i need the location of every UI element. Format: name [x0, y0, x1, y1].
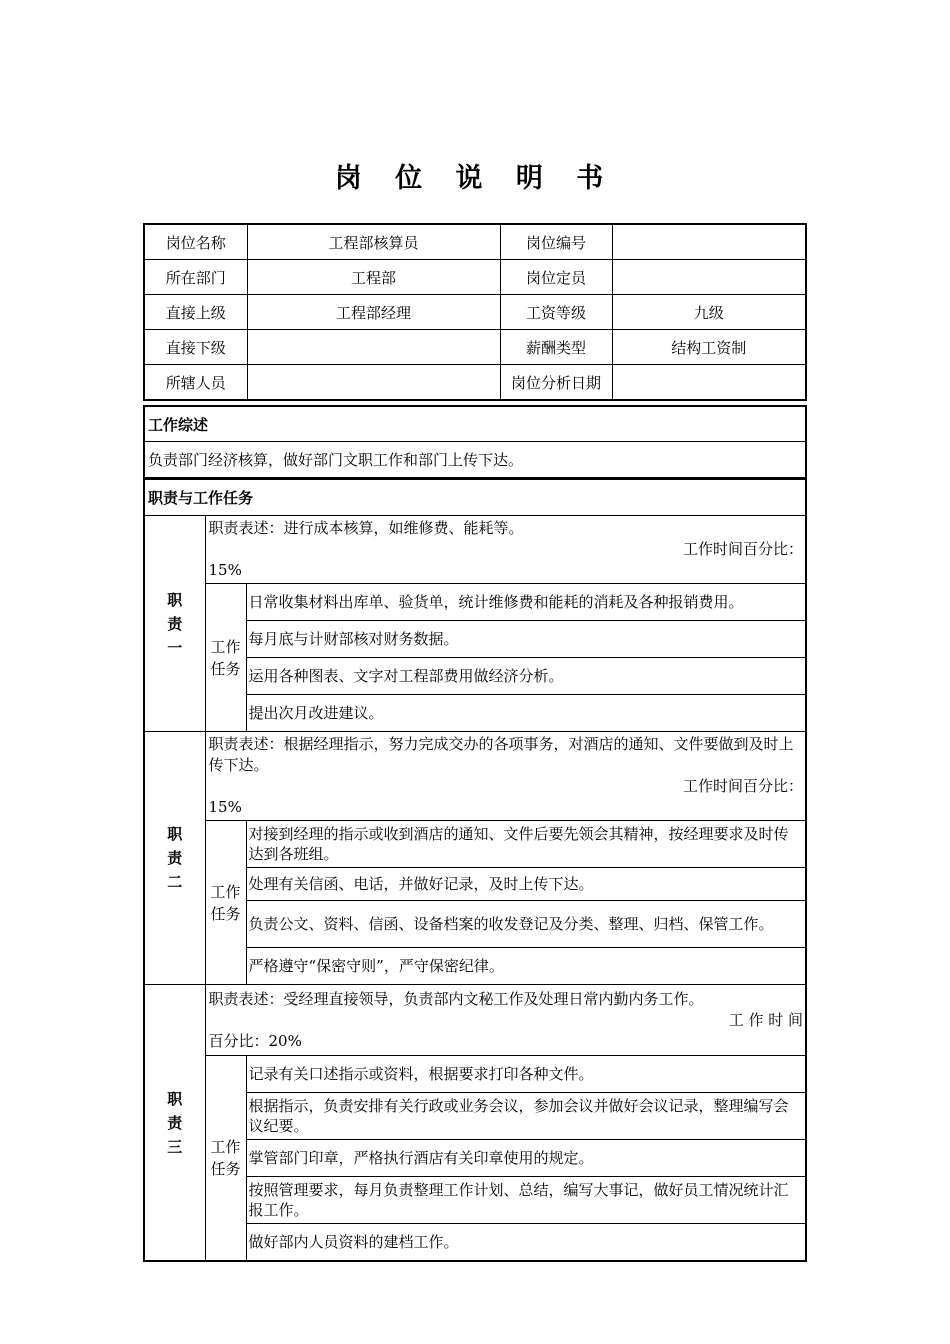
info-value	[612, 365, 806, 401]
work-task-label-line: 任务	[210, 659, 241, 678]
duty-description	[205, 516, 806, 584]
duty-label	[144, 732, 205, 985]
time-percent-label: 工 作 时 间	[728, 1010, 803, 1029]
info-value: 工程部	[247, 260, 500, 295]
info-value	[247, 330, 500, 365]
work-task-label-line: 工作	[210, 882, 241, 901]
duty-label-char: 职	[167, 1089, 183, 1108]
info-label: 岗位编号	[500, 224, 612, 260]
task-item: 每月底与计财部核对财务数据。	[246, 621, 806, 658]
task-item: 做好部内人员资料的建档工作。	[246, 1224, 806, 1262]
duty-label	[144, 516, 205, 732]
info-value: 工程部经理	[247, 295, 500, 330]
task-row	[144, 584, 806, 621]
info-value	[247, 365, 500, 401]
task-item: 处理有关信函、电话，并做好记录，及时上传下达。	[246, 868, 806, 901]
task-item: 运用各种图表、文字对工程部费用做经济分析。	[246, 658, 806, 695]
duty-description-text: 职责表述：进行成本核算，如维修费、能耗等。	[208, 519, 524, 537]
task-item: 记录有关口述指示或资料，根据要求打印各种文件。	[246, 1056, 806, 1093]
time-percent-value: 15%	[208, 798, 242, 816]
info-value	[612, 260, 806, 295]
task-item: 按照管理要求，每月负责整理工作计划、总结，编写大事记，做好员工情况统计汇报工作。	[246, 1177, 806, 1224]
overview-text: 负责部门经济核算，做好部门文职工作和部门上传下达。	[144, 442, 806, 479]
info-label: 岗位定员	[500, 260, 612, 295]
task-item: 对接到经理的指示或收到酒店的通知、文件后要先领会其精神，按经理要求及时传达到各班组。	[246, 821, 806, 868]
info-value: 工程部核算员	[247, 224, 500, 260]
info-value: 九级	[612, 295, 806, 330]
info-value: 结构工资制	[612, 330, 806, 365]
info-row	[144, 260, 806, 295]
info-label: 所辖人员	[144, 365, 247, 401]
task-row	[144, 1056, 806, 1093]
duty-label-char: 职	[167, 590, 183, 609]
work-task-label-line: 工作	[210, 1138, 241, 1156]
duty-block	[144, 516, 806, 584]
info-value	[612, 224, 806, 260]
duties-table	[143, 478, 807, 1262]
duty-label-char: 一	[167, 638, 183, 657]
duty-description	[205, 985, 806, 1056]
info-label: 直接上级	[144, 295, 247, 330]
duty-label-char: 责	[167, 1113, 183, 1132]
duty-description-text: 职责表述：根据经理指示，努力完成交办的各项事务，对酒店的通知、文件要做到及时上传下达。	[208, 735, 794, 774]
work-task-label	[205, 821, 246, 985]
info-row	[144, 365, 806, 401]
work-task-label-line: 任务	[210, 904, 241, 923]
time-percent-value: 15%	[208, 561, 242, 579]
time-percent-label: 工作时间百分比：	[682, 540, 803, 558]
task-item: 根据指示，负责安排有关行政或业务会议，参加会议并做好会议记录，整理编写会议纪要。	[246, 1093, 806, 1140]
info-label: 薪酬类型	[500, 330, 612, 365]
duty-description-text: 职责表述：受经理直接领导，负责部内文秘工作及处理日常内勤内务工作。	[208, 989, 704, 1008]
info-label: 岗位分析日期	[500, 365, 612, 401]
info-label: 岗位名称	[144, 224, 247, 260]
document-title: 岗 位 说 明 书	[334, 163, 616, 194]
task-item: 掌管部门印章，严格执行酒店有关印章使用的规定。	[246, 1140, 806, 1177]
duty-label-char: 职	[167, 825, 183, 843]
info-row	[144, 295, 806, 330]
time-percent-value: 百分比：20%	[208, 1031, 302, 1050]
task-item: 严格遵守“保密守则”，严守保密纪律。	[246, 948, 806, 985]
time-percent-label: 工作时间百分比：	[682, 777, 803, 795]
duty-label-char: 三	[167, 1137, 183, 1156]
info-row	[144, 224, 806, 260]
work-task-label	[205, 1056, 246, 1262]
work-task-label-line: 工作	[210, 637, 241, 656]
duty-block	[144, 732, 806, 821]
duty-label	[144, 985, 205, 1262]
work-overview-table	[143, 405, 807, 479]
duty-description	[205, 732, 806, 821]
task-item: 负责公文、资料、信函、设备档案的收发登记及分类、整理、归档、保管工作。	[246, 901, 806, 948]
task-row	[144, 821, 806, 868]
info-label: 所在部门	[144, 260, 247, 295]
duty-label-char: 责	[167, 614, 183, 633]
duties-heading: 职责与工作任务	[144, 479, 806, 516]
info-row	[144, 330, 806, 365]
info-label: 工资等级	[500, 295, 612, 330]
info-label: 直接下级	[144, 330, 247, 365]
work-task-label	[205, 584, 246, 732]
overview-heading: 工作综述	[144, 406, 806, 442]
position-info-table	[143, 223, 807, 401]
duty-label-char: 二	[167, 873, 183, 891]
duty-block	[144, 985, 806, 1056]
task-item: 提出次月改进建议。	[246, 695, 806, 732]
duty-label-char: 责	[167, 849, 183, 867]
task-item: 日常收集材料出库单、验货单，统计维修费和能耗的消耗及各种报销费用。	[246, 584, 806, 621]
work-task-label-line: 任务	[210, 1160, 241, 1178]
